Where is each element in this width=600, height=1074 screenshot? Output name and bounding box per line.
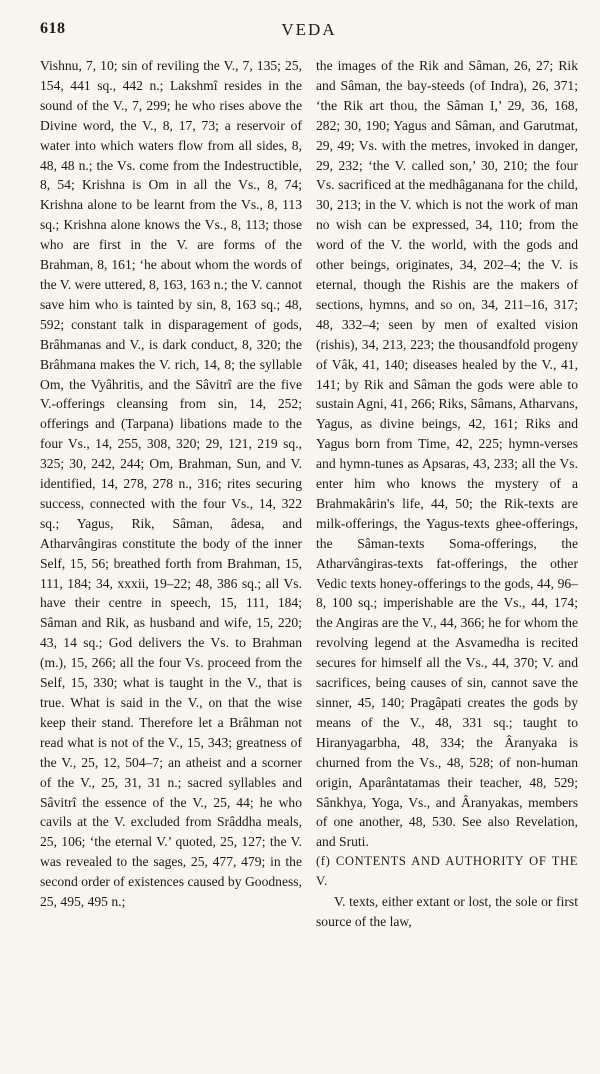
left-column — [40, 56, 302, 932]
section-text: V. texts, either extant or lost, the sole or first source of the law, — [316, 894, 578, 929]
left-column-text: Vishnu, 7, 10; sin of reviling the V., 7, 135; 25, 154, 441 sq., 442 n.; Lakshmî resides in the sound of the V., 7, 299; he who rises above the Divine word, the V., 8, 17, 73; a reservoir of water into which waters flow from all sides, 8, 48, 48 n.; the Vs. come from the Indestructible, 8, 54; Krishna is Om in all the Vs., 8, 74; Krishna alone to be learnt from the Vs., 8, 113 sq.; Krishna alone knows the Vs., 8, 113; those who are first in the V. are forms of the Brahman, 8, 161; ‘he about whom the words of the V. were uttered, 8, 163, 163 n.; the V. cannot save him who is tainted by sin, 8, 163 sq.; 48, 592; constant talk in disparagement of gods, Brâhmanas and V., is dark conduct, 8, 320; the Brâhmana makes the V. rich, 14, 8; the syllable Om, the Vyâhritis, and the Sâvitrî are the five V.-offerings cleansing from sin, 14, 252; offerings and (Tarpana) libations made to the four Vs., 14, 255, 308, 320; 29, 121, 219 sq., 325; 30, 242, 244; Om, Brahman, Sun, and V. identified, 14, 278, 278 n., 316; rites securing success, connected with the four Vs., 14, 322 sq.; Yagus, Rik, Sâman, âdesa, and Atharvângiras constitute the body of the inner Self, 15, 56; breathed forth from Brahman, 15, 111, 184; 34, xxxii, 19–22; 48, 386 sq.; all Vs. have their centre in speech, 15, 111, 184; Sâman and Rik, as husband and wife, 15, 220; 43, 14 sq.; God delivers the Vs. to Brahman (m.), 15, 266; all the four Vs. proceed from the Self, 15, 330; what is taught in the V., that is true. What is said in the V., on that the wise keep their stand. Therefore let a Brâhman not read what is not of the V., 15, 343; greatness of the V., 25, 12, 504–7; an atheist and a scorner of the V., 25, 31, 31 n.; sacred syllables and Sâvitrî the essence of the V., 25, 44; he who cavils at the V. excluded from Srâddha meals, 25, 106; ‘the eternal V.’ quoted, 25, 127; the V. was revealed to the sages, 25, 477, 479; in the second order of existences caused by Goodness, 25, 495, 495 n.; — [40, 58, 302, 910]
section-heading: (f) CONTENTS AND AUTHORITY OF THE V. — [316, 854, 578, 889]
page-header — [40, 20, 578, 44]
page-number: 618 — [40, 20, 66, 37]
running-head: VEDA — [281, 20, 337, 39]
right-column — [316, 56, 578, 932]
right-column-text: the images of the Rik and Sâman, 26, 27; Rik and Sâman, the bay-steeds (of Indra), 26, 371; ‘the Rik art thou, the Sâman I,’ 29, 36, 168, 282; 30, 190; Yagus and Sâman, and Garutmat, 29, 49; Vs. with the metres, invoked in danger, 29, 232; ‘the V. called son,’ 30, 210; the four Vs. sacrificed at the medhâganana for the child, 30, 213; in the V. which is not the work of man no wish can be expressed, 34, 110; from the word of the V. the world, with the gods and other beings, originates, 34, 202–4; the V. is eternal, though the Rishis are the makers of sections, hymns, and so on, 34, 211–16, 317; 48, 332–4; seen by men of exalted vision (rishis), 34, 213, 223; the thousandfold progeny of Vâk, 41, 140; diseases healed by the V., 41, 141; by Rik and Sâman the gods were able to sustain Agni, 41, 266; Riks, Sâmans, Atharvans, Yagus, as divine beings, 42, 161; Riks and Yagus born from Time, 42, 225; hymn-verses and hymn-tunes as Apsaras, 43, 233; all the Vs. enter him who knows the mystery of a Brahmakârin's life, 44, 50; the Rik-texts are milk-offerings, the Yagus-texts ghee-offerings, the Sâman-texts Soma-offerings, the Atharvângiras-texts fat-offerings, the other Vedic texts honey-offerings to the gods, 44, 96–8, 100 sq.; imperishable are the Vs., 44, 174; the Angiras are the V., 44, 366; he for whom the revolving legend at the Asvamedha is recited secures for himself all the Vs., 44, 370; V. and sacrifices, being causes of sin, cannot save the sinner, 45, 140; Pragâpati creates the gods by means of the V., 48, 331 sq.; taught to Hiranyagarbha, 48, 334; the Âranyaka is churned from the Vs., 48, 528; of non-human origin, Aparântatamas their teacher, 48, 529; Sânkhya, Yoga, Vs., and Âranyakas, members of one another, 48, 530. See also Revelation, and Sruti. — [316, 58, 578, 850]
index-columns — [40, 56, 578, 932]
